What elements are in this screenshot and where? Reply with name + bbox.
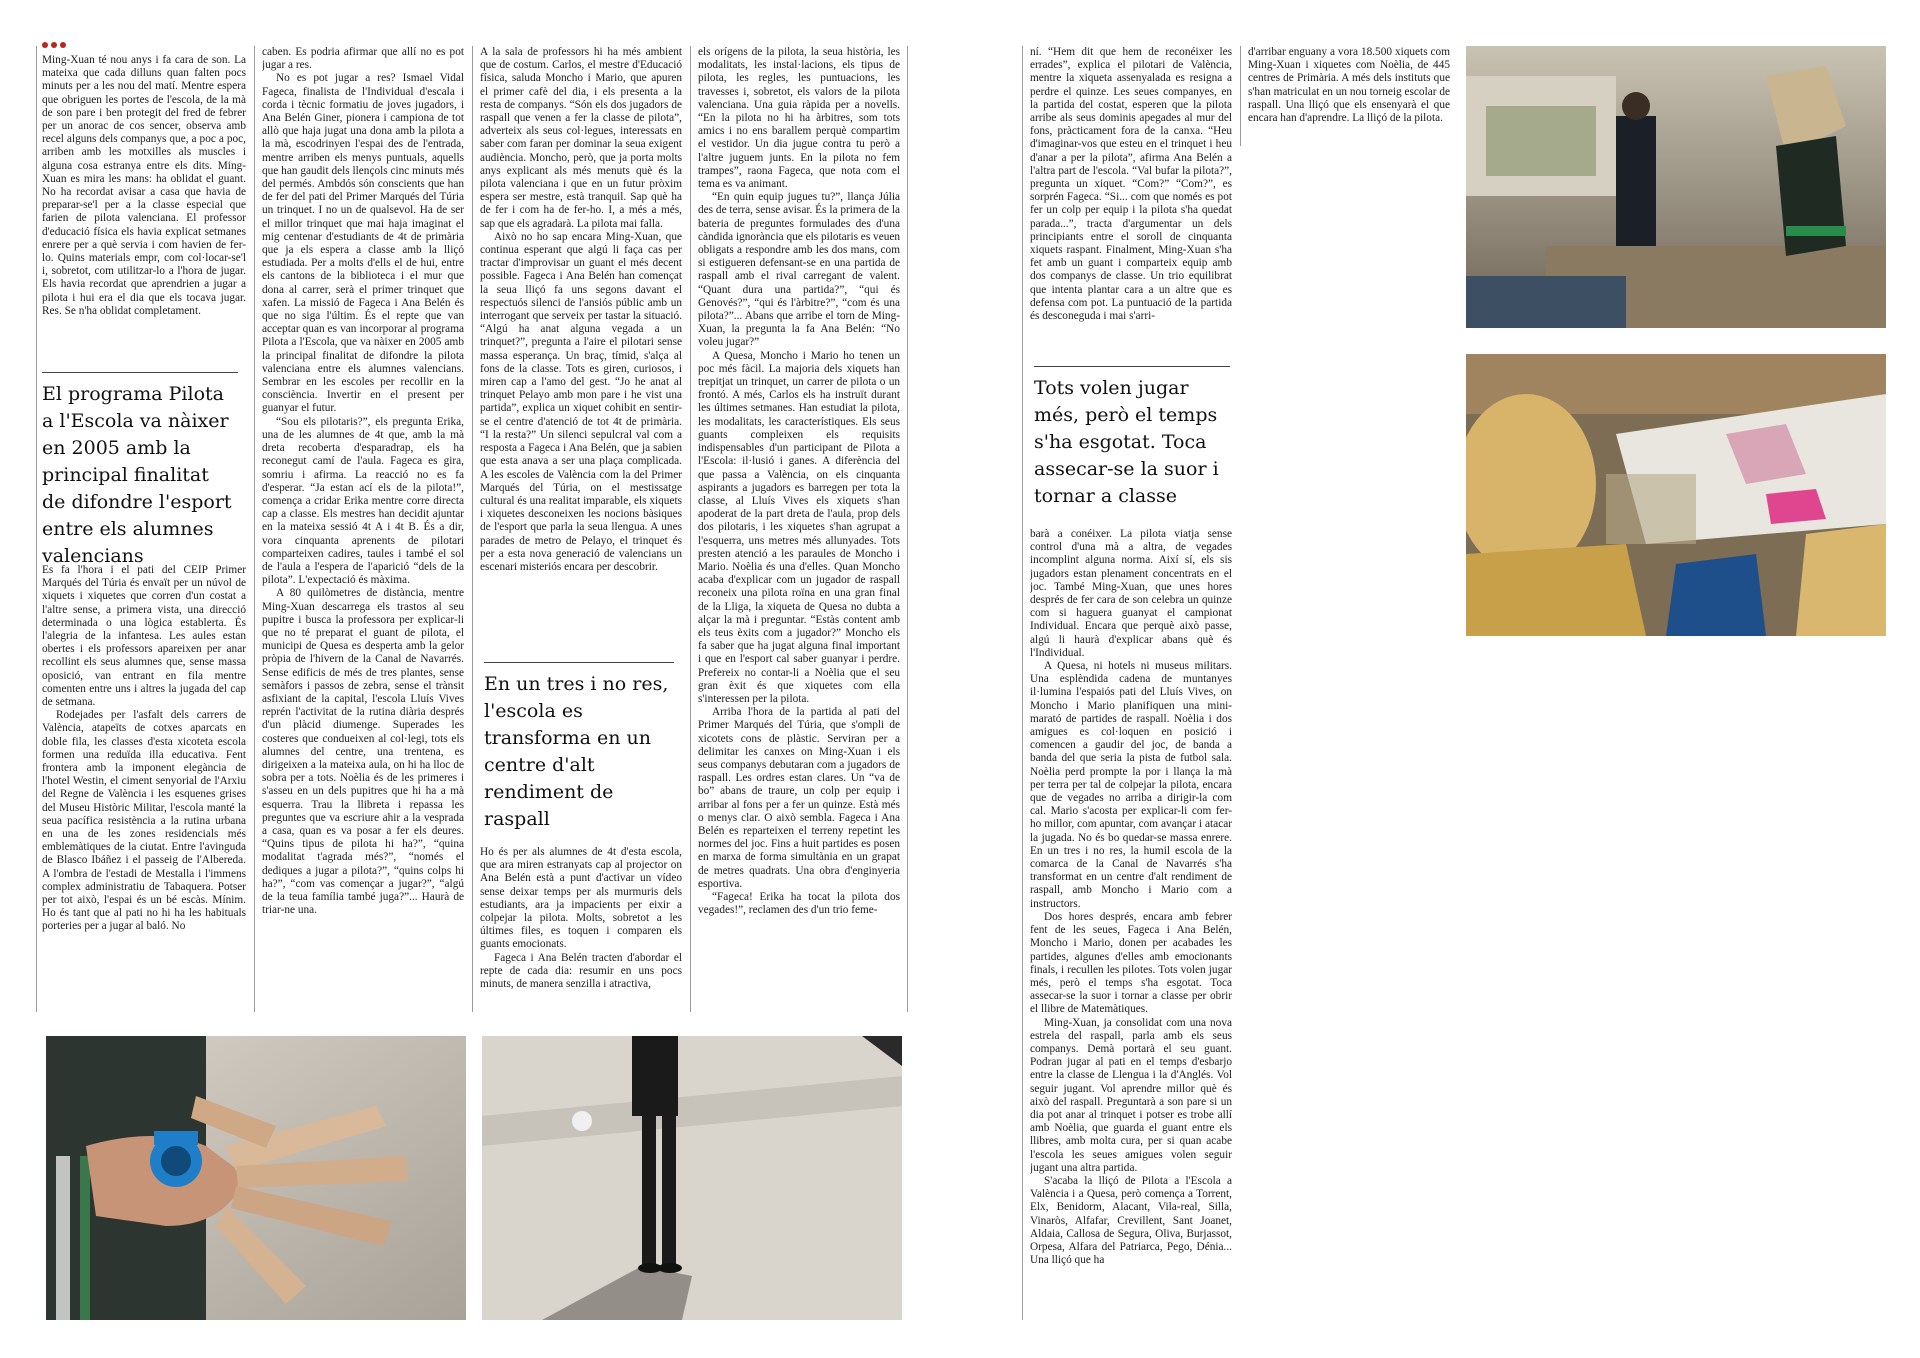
article-column-3-bottom — [480, 846, 682, 1014]
paragraph: A Quesa, Moncho i Mario ho tenen un poc més fàcil. La majoria dels xiquets han trepitjat un trinquet, un carrer de pilota o un frontó. A més, Carlos els ha instruït durant les últimes setmanes. Han estudiat la pilota, les modalitats, les característiques. Els seus guants compleixen els requisits indispensables d'un participant de Pilota a l'Escola: il·lusió i ganes. A diferència del que passa a València, on els cinquanta aspirants a jugadors es barregen per tota la classe, al Lluís Vives els xiquets s'han apoderat de la part dreta de l'aula, prop dels dos pilotaris, i les xiquetes s'han agrupat a l'esquerra, uns metres més allunyades. Tots presten atenció a les paraules de Moncho i Mario. Noèlia és una d'elles. Quan Moncho acaba d'explicar com un jugador de raspall reconeix una pilota roïna en una gran final de la Lliga, la xiqueta de Quesa no dubta a alçar la mà i preguntar. “Estàs content amb els teus èxits com a jugador?” Moncho els fa saber que ha jugat alguna final important i que en l'esport cal saber guanyar i perdre. Prefereix no contar-li a Noèlia que el seu gran èxit és que xiquetes com ella s'interessen per la pilota. — [698, 349, 900, 705]
article-column-5-bottom — [1030, 528, 1232, 1323]
paragraph: Ming-Xuan té nou anys i fa cara de son. La mateixa que cada dilluns quan falten pocs minuts per a les nou del matí. Mentre espera que obriguen les portes de l'escola, de la mà de son pare i ben protegit del fred de febrer per un anorac de cos sencer, observa amb recel alguns dels companys que, a poc a poc, arriben amb les motxilles als muscles i alguna cosa estranya entre els dits. Ming-Xuan es mira les mans: ha oblidat el guant. No ha recordat avisar a casa que havia de preparar-se'l per a la classe especial que farien de pilota valenciana. El professor d'educació física els havia explicat setmanes enrere per a què servia i com havien de fer-lo. Quins materials empr, com col·locar-se'l i, sobretot, com utilitzar-lo a l'hora de jugar. Els havia recordat que aprendrien a jugar a pilota i hui era el dia que els tocava jugar. Res. Se n'ha oblidat completament. — [42, 54, 246, 317]
photo-taped-glove-hand — [46, 1036, 466, 1320]
photo-classroom-children — [1466, 354, 1886, 636]
paragraph: A la sala de professors hi ha més ambient que de costum. Carlos, el mestre d'Educació física, saluda Moncho i Mario, que apuren el primer cafè del dia, i els presenta a la resta de companys. “Són els dos jugadors de raspall que venen a fer la classe de pilota”, adverteix als seus col·legues, interessats en saber com faran per dominar la seua exigent audiència. Moncho, però, que ja porta molts anys explicant als més menuts què és la pilota valenciana i que en un futur pròxim espera ser mestre, està tranquil. Sap què ha de fer i com ha de fer-ho. I, a més a més, sap que els agradarà. La pilota mai falla. — [480, 46, 682, 230]
paragraph: Ming-Xuan, ja consolidat com una nova estrela del raspall, parla amb els seus companys. Demà portarà el seu guant. Podran jugar al pati en el temps d'esbarjo entre la classe de Llengua i la d'Anglés. Vol seguir jugant. Vol aprendre millor què és això del raspall. Preguntarà a son pare si un dia pot anar al trinquet i potser es trobe allí amb Noèlia, que guarda el guant entre els llibres, amb molta cura, per si quan acabe l'escola les seues amigues volen seguir jugant una altra partida. — [1030, 1016, 1232, 1174]
photo-image — [482, 1036, 902, 1320]
pull-quote — [1034, 366, 1230, 510]
column-divider — [472, 46, 473, 1012]
article-column-5 — [1030, 46, 1232, 356]
photo-image — [1466, 354, 1886, 636]
paragraph: A 80 quilòmetres de distància, mentre Ming-Xuan descarrega els trastos al seu pupitre i busca la professora per explicar-li que no té preparat el guant de pilota, el municipi de Quesa es desperta amb la gelor pròpia de l'hivern de la Canal de Navarrés. Sense edificis de més de tres plantes, sense semàfors i passos de zebra, sense el trànsit asfixiant de la capital, l'escola Lluís Vives reprén l'activitat de la rutina diària després d'un plàcid diumenge. Superades les costeres que condueixen al col·legi, tots els alumnes del centre, una trentena, es dirigeixen a la mateixa aula, on hi ha lloc de sobra per a tots. Noèlia és de les primeres i s'asseu en un dels pupitres que hi ha a mà esquerra. Trau la llibreta i repassa les preguntes que va escriure ahir a la vesprada a casa, quan es va posar a fer els deures. “Quins tipus de pilota hi ha?”, “quina modalitat t'agrada més?”, “només el dediques a jugar a pilota?”, “quins colps hi ha?”, “com vas començar a jugar?”, “algú de la teua família també juga?”... Haurà de triar-ne una. — [262, 587, 464, 917]
pull-quote — [42, 372, 238, 570]
pull-quote-text: El programa Pilota a l'Escola va nàixer en 2005 amb la principal finalitat de difondre l'esport entre els alumnes valencians — [42, 383, 232, 567]
article-column-4 — [698, 46, 900, 1014]
paragraph: ní. “Hem dit que hem de reconéixer les errades”, explica el pilotari de València, mentre la xiqueta assenyalada es resigna a perdre el quinze. Les seues companyes, en la partida del costat, esperen que la pilota arribe als seus dominis apegades al mur del fons, pràcticament fora de la canxa. “Heu d'imaginar-vos que esteu en el trinquet i heu d'anar a per la pilota”, afirma Ana Belén a l'altra part de l'escola. “Val bufar la pilota?”, pregunta un xiquet. “Com?” “Com?”, es sorprén Fageca. “Si... com que només es pot fer un colp per equip i la pilota s'ha quedat parada...”, tracta d'argumentar un dels principiants entre el soroll de cinquanta xiquets raspant. Finalment, Ming-Xuan s'ha fet amb un guant i comparteix equip amb dos companys de classe. Un trio equilibrat que intenta plantar cara a un altre que es defensa com pot. La puntuació de la partida és desconeguda i mai s'arri- — [1030, 46, 1232, 323]
paragraph: S'acaba la lliçó de Pilota a l'Escola a València i a Quesa, però comença a Torrent, Elx, Benidorm, Alacant, Vila-real, Silla, Vinaròs, Alfafar, Crevillent, Sant Joanet, Aldaia, Callosa de Segura, Oliva, Burjassot, Orpesa, Alfara del Patriarca, Pego, Dénia... Una lliçó que ha — [1030, 1174, 1232, 1267]
column-divider — [1022, 46, 1023, 1320]
photo-child-in-yard — [482, 1036, 902, 1320]
paragraph: Fageca i Ana Belén tracten d'abordar el repte de cada dia: resumir en uns pocs minuts, de manera senzilla i atractiva, — [480, 951, 682, 991]
column-divider — [907, 46, 908, 1012]
paragraph: A Quesa, ni hotels ni museus militars. Una esplèndida cadena de muntanyes il·lumina l'espaiós pati del Lluís Vives, on Moncho i Mario planifiquen una mini-marató de partides de raspall. Noèlia i dos amigues es col·loquen en posició i comencen a gaudir del joc, de banda a banda del que seria la pista de futbol sala. Noèlia perd prompte la por i llança la mà per terra per tal de colpejar la pilota, encara que de vegades no arriba a dirigir-la com cal. Mario s'acosta per explicar-li com fer-ho millor, com apuntar, com avançar i atacar la jugada. No és bo quedar-se massa enrere. En un tres i no res, la humil escola de la comarca de la Canal de Navarrés s'ha transformat en un centre d'alt rendiment de raspall, amb Moncho i Mario com a instructors. — [1030, 660, 1232, 910]
article-column-1-bottom — [42, 564, 246, 1014]
pull-quote-text: En un tres i no res, l'escola es transforma en un centre d'alt rendiment de raspall — [484, 673, 669, 830]
paragraph: “Sou els pilotaris?”, els pregunta Erika, una de les alumnes de 4t que, amb la mà dreta recoberta d'esparadrap, els ha reconegut camí de l'aula. Fageca es gira, somriu i afirma. La reacció no es fa d'esperar. “Ja estan ací els de la pilota!”, comença a cridar Erika mentre corre directa cap a classe. Els mestres han decidit ajuntar en la mateixa sessió 4t A i 4t B. És a dir, vora cinquanta aprenents de pilotari comparteixen cadires, taules i també el sol de l'aula a l'espera de l'aparició “dels de la pilota”. L'expectació és màxima. — [262, 415, 464, 587]
paragraph: barà a conéixer. La pilota viatja sense control d'una mà a altra, de vegades incomplint alguna norma. Així sí, els sis jugadors estan plenament concentrats en el joc. També Ming-Xuan, que unes hores després de fer cara de son celebra un quinze com si haguera guanyat el campionat Individual. Encara que perquè això passe, algú li haurà d'explicar abans què és l'Individual. — [1030, 528, 1232, 659]
paragraph: Rodejades per l'asfalt dels carrers de València, atapeïts de cotxes aparcats en doble fila, les classes d'esta xicoteta escola formen una reduïda illa educativa. Fent frontera amb la imponent elegància de l'hotel Westin, el ciment senyorial de l'Arxiu del Regne de València i les esquenes grises del Museu Històric Militar, l'escola manté la seua pacífica resistència a la rutina urbana en una de les zones residencials més emblemàtiques de la ciutat. Entre l'avinguda de Blasco Ibáñez i el passeig de l'Albereda. A l'ombra de l'estadi de Mestalla i l'immens complex administratiu de Tabaquera. Potser per tot això, l'espai és un bé escàs. Mínim. Ho és tant que al pati no hi ha les habituals porteries per a jugar al baló. No — [42, 709, 246, 933]
paragraph: Es fa l'hora i el pati del CEIP Primer Marqués del Túria és envaït per un núvol de xiquets i xiquetes que corren d'un costat a l'altre sense, a primera vista, una direcció determinada o una lògica establerta. És l'alegria de la infantesa. Les aules estan obertes i els professors apareixen per anar recollint els seus alumnes que, sense massa oposició, van entrant en fila mentre comenten entre uns i altres la jugada del cap de setmana. — [42, 564, 246, 709]
article-column-2 — [262, 46, 464, 1014]
paragraph: Això no ho sap encara Ming-Xuan, que continua esperant que algú li faça cas per tractar d'improvisar un guant el més decent possible. Fageca i Ana Belén han començat la seua lliçó fa uns segons davant el respectuós silenci de l'ansiós públic amb un interrogant que serveix per tastar la situació. “Algú ha anat alguna vegada a un trinquet?”, pregunta a l'aire el pilotari sense massa esperança. Un braç, tímid, s'alça al fons de la classe. Tots es giren, curiosos, i miren cap a l'amo del gest. “Jo he anat al trinquet Pelayo amb mon pare i he vist una partida”, explica un xiquet cohibit en sentir-se el centre d'atenció de tot 4t de primària. “I la resta?” Un silenci sepulcral val com a resposta a Fageca i Ana Belén, que ja sabien que esta anava a ser una plaça complicada. A les escoles de València com la del Primer Marqués del Túria, on el mestissatge cultural és una realitat imparable, els xiquets i xiquetes desconeixen les nocions bàsiques de l'esport que parla la seua llengua. A unes parades de metro de Pelayo, el trinquet és per a esta nova generació de valencians un escenari misteriós encara per descobrir. — [480, 230, 682, 573]
paragraph: “Fageca! Erika ha tocat la pilota dos vegades!”, reclamen des d'un trio feme- — [698, 891, 900, 917]
photo-classroom-raised-hand — [1466, 46, 1886, 328]
column-divider — [254, 46, 255, 1012]
article-column-1 — [42, 54, 246, 366]
column-divider — [1240, 46, 1241, 146]
pull-quote — [484, 662, 674, 833]
paragraph: els orígens de la pilota, la seua història, les modalitats, les instal·lacions, els tipus de pilota, les regles, les puntuacions, les travesses i, sobretot, els valors de la pilota valenciana. Una guia ràpida per a novells. “En la pilota no hi ha àrbitres, som tots amics i no ens barallem perquè compartim el vestidor. Un dia jugue contra tu però a l'altre juguem junts. En la pilota no fem trampes”, raona Fageca, que nota com el tema es va animant. — [698, 46, 900, 191]
pull-quote-text: Tots volen jugar més, però el temps s'ha esgotat. Toca assecar-se la suor i tornar a classe — [1034, 377, 1219, 507]
paragraph: caben. Es podria afirmar que allí no es pot jugar a res. — [262, 46, 464, 72]
article-column-6 — [1248, 46, 1450, 146]
section-marker-dots — [42, 42, 66, 48]
photo-image — [1466, 46, 1886, 328]
article-column-3 — [480, 46, 682, 656]
paragraph: Ho és per als alumnes de 4t d'esta escola, que ara miren estranyats cap al projector on Ana Belén està a punt d'activar un vídeo sense deixar temps per als murmuris dels estudiants, ara ja impacients per eixir a colpejar la pilota. Molts, sobretot a les últimes files, es toquen i comparen els guants emocionats. — [480, 846, 682, 951]
paragraph: No es pot jugar a res? Ismael Vidal Fageca, finalista de l'Individual d'escala i corda i tècnic formatiu de joves jugadors, i Ana Belén Giner, pionera i campiona de tot allò que haja jugat una dona amb la pilota a la mà, escodrinyen l'espai des de l'entrada, mentre arriben els menys puntuals, aquells que han gaudit dels llençols cinc minuts més del permés. Ambdós són conscients que han de fer del pati del Primer Marqués del Túria un trinquet. I no un de qualsevol. Ha de ser el millor trinquet que mai haja imaginat el mig centenar d'estudiants de 4t de primària que ja els espera a classe amb la lliçó estudiada. Per a molts d'ells el de hui, entre els cantons de la biblioteca i el mur que dona al carrer, serà el primer trinquet que xafen. La missió de Fageca i Ana Belén és que no siga l'últim. És el repte que van acceptar quan es van incorporar al programa Pilota a l'Escola, que va nàixer en 2005 amb la principal finalitat de difondre la pilota valenciana entre els alumnes valencians. Sembrar en les escoles per recollir en la consciència. Invertir en el present per guanyar el futur. — [262, 72, 464, 415]
paragraph: Dos hores després, encara amb febrer fent de les seues, Fageca i Ana Belén, Moncho i Mario, donen per acabades les partides, algunes d'elles amb emocionants finals, i recullen les pilotes. Tots volen jugar més, però el temps s'ha esgotat. Toca assecar-se la suor i tornar a classe per obrir el llibre de Matemàtiques. — [1030, 910, 1232, 1016]
photo-image — [46, 1036, 466, 1320]
paragraph: Arriba l'hora de la partida al pati del Primer Marqués del Túria, que s'ompli de xicotets cons de plàstic. Serviran per a delimitar les canxes on Ming-Xuan i els seus companys debutaran com a jugadors de raspall. Les ordres estan clares. Un “va de bo” abans de traure, un colp per equip i arribar al fons per a fer un quinze. Està més o menys clar. O això sembla. Fageca i Ana Belén es reparteixen el terreny repetint les normes del joc. Fins a huit partides es posen en marxa de forma simultània en un grapat de metres quadrats. Una obra d'enginyeria esportiva. — [698, 706, 900, 890]
column-divider — [36, 46, 37, 1012]
paragraph: “En quin equip jugues tu?”, llança Júlia des de terra, sense avisar. És la primera de la bateria de preguntes formulades des d'una càndida ignorància que els pilotaris es veuen obligats a respondre amb les dos mans, com si estigueren defensant-se en una partida de raspall amb el rival carregant de valent. “Quant dura una partida?”, “qui és Genovés?”, “qui és l'àrbitre?”, “com és una pilota?”... Abans que arribe el torn de Ming-Xuan, la pregunta la fa Ana Belén: “No voleu jugar?” — [698, 191, 900, 349]
column-divider — [690, 46, 691, 1012]
paragraph: d'arribar enguany a vora 18.500 xiquets com Ming-Xuan i xiquetes com Noèlia, de 445 centres de Primària. A més dels instituts que s'han matriculat en un nou torneig escolar de raspall. Una lliçó que els ensenyarà el que encara han d'aprendre. La lliçó de la pilota. — [1248, 46, 1450, 125]
